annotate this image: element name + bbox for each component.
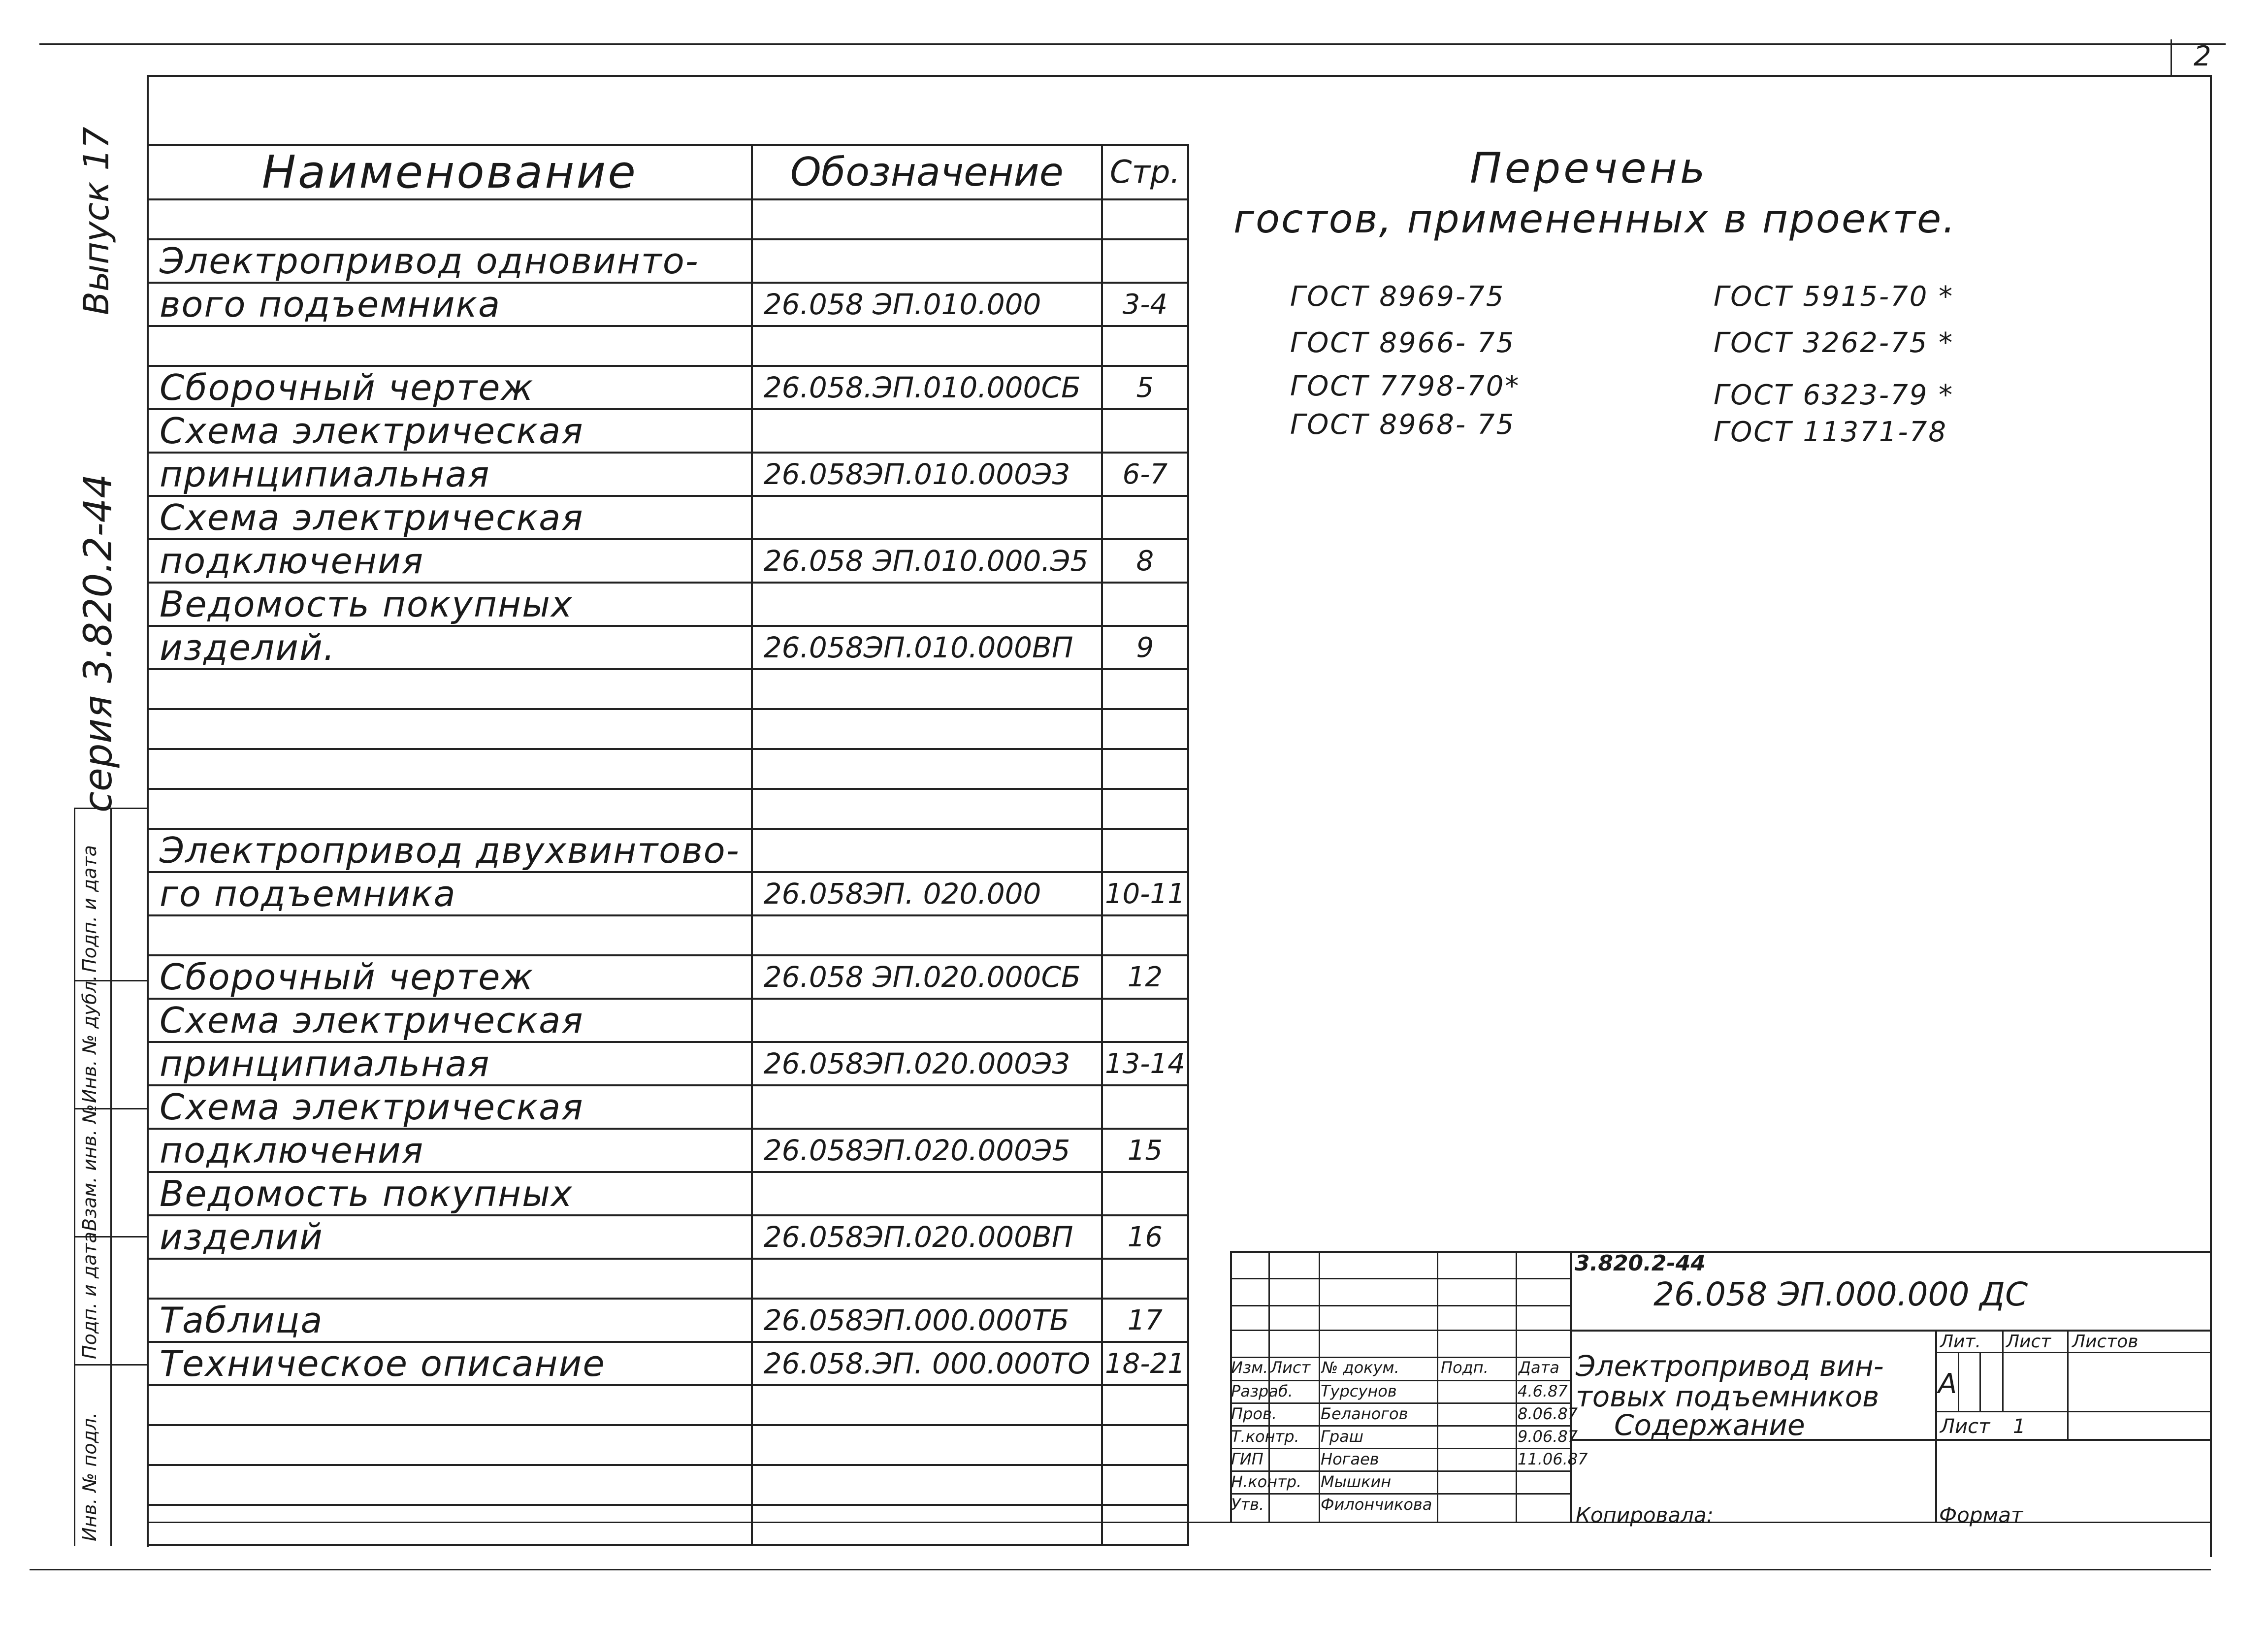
- contents-cell-name: [148, 326, 752, 366]
- contents-cell-code: 26.058ЭП.020.000Э5: [752, 1129, 1102, 1172]
- contents-cell-code: 26.058 ЭП.010.000: [752, 283, 1102, 326]
- contents-cell-name: Схема электрическая: [148, 496, 752, 539]
- tb-lit-value: А: [1938, 1368, 1957, 1400]
- tb-sheet-label: Лист: [1940, 1415, 1990, 1438]
- tb-row-2: [1230, 1305, 1570, 1306]
- frame-bottom: [30, 1569, 2211, 1570]
- tb-person-name: Беланогов: [1321, 1404, 1408, 1423]
- tb-person-name: Граш: [1321, 1427, 1364, 1446]
- strip-outer-line: [74, 808, 75, 1546]
- issue-label: Выпуск 17: [76, 127, 117, 315]
- gost-right-4: ГОСТ 11371-78: [1714, 416, 1947, 448]
- contents-cell-code: [752, 1172, 1102, 1215]
- tb-h-change: Изм.: [1231, 1358, 1268, 1377]
- tb-person-role: ГИП: [1231, 1450, 1264, 1468]
- contents-cell-code: 26.058ЭП.020.000Э3: [752, 1042, 1102, 1085]
- contents-cell-page: [1102, 1259, 1188, 1299]
- contents-row: [148, 915, 1188, 955]
- tb-row-5: [1230, 1380, 1570, 1381]
- contents-cell-page: [1102, 709, 1188, 749]
- tb-person-role: Н.контр.: [1231, 1472, 1302, 1491]
- contents-cell-name: принципиальная: [148, 453, 752, 496]
- contents-cell-name: [148, 749, 752, 789]
- contents-cell-code: 26.058 ЭП.020.000СБ: [752, 955, 1102, 999]
- tb-doc-code: 26.058 ЭП.000.000 ДС: [1653, 1275, 2028, 1313]
- contents-cell-name: Таблица: [148, 1299, 752, 1342]
- contents-cell-page: 17: [1102, 1299, 1188, 1342]
- contents-cell-name: Электропривод двухвинтово-: [148, 829, 752, 872]
- contents-cell-name: Электропривод одновинто-: [148, 239, 752, 283]
- contents-cell-name: Ведомость покупных: [148, 1172, 752, 1215]
- contents-cell-name: изделий.: [148, 626, 752, 669]
- contents-cell-page: 10-11: [1102, 872, 1188, 915]
- strip-label-dup-inv: Инв. № дубл.: [79, 975, 100, 1103]
- contents-cell-page: [1102, 409, 1188, 453]
- contents-row: [148, 789, 1188, 829]
- contents-cell-code: [752, 915, 1102, 955]
- contents-cell-page: 6-7: [1102, 453, 1188, 496]
- contents-cell-code: 26.058 ЭП.010.000.Э5: [752, 539, 1102, 583]
- contents-cell-name: [148, 1385, 752, 1425]
- tb-lit-col-3: [2002, 1330, 2004, 1411]
- contents-cell-page: [1102, 199, 1188, 239]
- contents-cell-code: [752, 1425, 1102, 1465]
- tb-lit-row-1: [1935, 1352, 2210, 1353]
- contents-cell-code: [752, 749, 1102, 789]
- contents-cell-page: [1102, 1425, 1188, 1465]
- contents-cell-name: [148, 789, 752, 829]
- contents-row: [148, 829, 1188, 872]
- contents-cell-name: [148, 199, 752, 239]
- tb-person-date: 11.06.87: [1518, 1450, 1588, 1468]
- contents-cell-page: 12: [1102, 955, 1188, 999]
- contents-cell-page: [1102, 1085, 1188, 1129]
- contents-row: [148, 199, 1188, 239]
- contents-cell-code: [752, 1465, 1102, 1505]
- contents-cell-code: 26.058ЭП.000.000ТБ: [752, 1299, 1102, 1342]
- tb-title-2: товых подъемников: [1576, 1380, 1879, 1413]
- contents-row: [148, 453, 1188, 496]
- tb-person-name: Ногаев: [1321, 1450, 1379, 1468]
- frame-right: [2210, 75, 2212, 1557]
- contents-cell-page: [1102, 999, 1188, 1042]
- tb-person-date: 9.06.87: [1518, 1427, 1578, 1446]
- contents-row: [148, 626, 1188, 669]
- tb-row-7: [1230, 1425, 1570, 1427]
- contents-row: [148, 669, 1188, 709]
- contents-cell-code: [752, 1505, 1102, 1545]
- contents-cell-code: 26.058.ЭП.010.000СБ: [752, 366, 1102, 409]
- contents-row: [148, 999, 1188, 1042]
- contents-row: [148, 1385, 1188, 1425]
- contents-cell-code: [752, 496, 1102, 539]
- contents-cell-page: 9: [1102, 626, 1188, 669]
- contents-cell-name: [148, 1505, 752, 1545]
- contents-row: [148, 1172, 1188, 1215]
- contents-row: [148, 1342, 1188, 1385]
- tb-person-role: Утв.: [1231, 1495, 1264, 1514]
- contents-cell-page: [1102, 829, 1188, 872]
- contents-row: [148, 583, 1188, 626]
- contents-cell-code: [752, 789, 1102, 829]
- tb-lit-col-4: [2067, 1330, 2069, 1439]
- strip-cut-1: [74, 808, 147, 809]
- contents-cell-code: [752, 1385, 1102, 1425]
- tb-copied-label: Копировала:: [1576, 1503, 1714, 1527]
- contents-cell-code: [752, 583, 1102, 626]
- tb-person-role: Т.контр.: [1231, 1427, 1299, 1446]
- contents-cell-code: [752, 409, 1102, 453]
- tb-person-name: Турсунов: [1321, 1382, 1397, 1400]
- tb-main-divider: [1570, 1251, 1572, 1522]
- tb-sheets-label-top: Листов: [2072, 1332, 2138, 1352]
- contents-cell-name: Сборочный чертеж: [148, 366, 752, 409]
- contents-row: [148, 539, 1188, 583]
- tb-sheet-label-top: Лист: [2006, 1332, 2051, 1352]
- strip-inner-line: [110, 808, 112, 1546]
- contents-cell-code: [752, 199, 1102, 239]
- contents-cell-page: [1102, 1172, 1188, 1215]
- contents-row: [148, 749, 1188, 789]
- contents-row: [148, 872, 1188, 915]
- tb-row-10: [1230, 1493, 1570, 1495]
- contents-cell-name: [148, 1465, 752, 1505]
- tb-person-date: 4.6.87: [1518, 1382, 1568, 1400]
- tb-lit-col-1: [1958, 1352, 1959, 1411]
- contents-cell-page: 8: [1102, 539, 1188, 583]
- sheet-number: 2: [2194, 40, 2211, 72]
- contents-cell-page: 18-21: [1102, 1342, 1188, 1385]
- tb-row-8: [1230, 1448, 1570, 1449]
- contents-cell-page: [1102, 1385, 1188, 1425]
- strip-label-sign-date: Подп. и дата: [79, 845, 100, 973]
- frame-top: [147, 75, 2210, 77]
- tb-series-code: 3.820.2-44: [1575, 1251, 1706, 1276]
- contents-cell-page: 5: [1102, 366, 1188, 409]
- contents-cell-page: [1102, 496, 1188, 539]
- contents-cell-page: 13-14: [1102, 1042, 1188, 1085]
- contents-row: [148, 326, 1188, 366]
- strip-cut-5: [74, 1364, 147, 1366]
- contents-table: [147, 144, 1189, 1546]
- contents-cell-code: 26.058ЭП. 020.000: [752, 872, 1102, 915]
- tb-person-date: 8.06.87: [1518, 1404, 1578, 1423]
- contents-row: [148, 366, 1188, 409]
- contents-cell-name: изделий: [148, 1215, 752, 1259]
- contents-row: [148, 496, 1188, 539]
- title-block: [1230, 1251, 2210, 1527]
- tb-sheet-value: 1: [2013, 1415, 2026, 1438]
- tb-title-3: Содержание: [1614, 1408, 1805, 1442]
- contents-cell-name: принципиальная: [148, 1042, 752, 1085]
- contents-cell-name: подключения: [148, 1129, 752, 1172]
- contents-cell-code: [752, 1085, 1102, 1129]
- gost-left-2: ГОСТ 8966- 75: [1290, 327, 1516, 359]
- contents-cell-name: подключения: [148, 539, 752, 583]
- contents-cell-name: Схема электрическая: [148, 1085, 752, 1129]
- contents-cell-name: вого подъемника: [148, 283, 752, 326]
- contents-cell-code: [752, 326, 1102, 366]
- tb-person-role: Разраб.: [1231, 1382, 1293, 1400]
- contents-cell-code: [752, 829, 1102, 872]
- gost-left-4: ГОСТ 8968- 75: [1290, 409, 1516, 441]
- gost-right-3: ГОСТ 6323-79 *: [1714, 379, 1954, 411]
- contents-cell-page: [1102, 789, 1188, 829]
- contents-cell-page: 15: [1102, 1129, 1188, 1172]
- tb-top: [1230, 1251, 2210, 1253]
- tb-person-name: Филончикова: [1321, 1495, 1432, 1514]
- contents-cell-code: 26.058ЭП.010.000ВП: [752, 626, 1102, 669]
- tb-h-docno: № докум.: [1322, 1358, 1399, 1377]
- series-label: серия 3.820.2-44: [76, 474, 121, 813]
- tb-col-3: [1437, 1251, 1438, 1522]
- tb-h-date: Дата: [1519, 1358, 1559, 1377]
- contents-row: [148, 1505, 1188, 1545]
- contents-cell-name: го подъемника: [148, 872, 752, 915]
- contents-row: [148, 1215, 1188, 1259]
- contents-cell-name: Ведомость покупных: [148, 583, 752, 626]
- tb-col-4: [1516, 1251, 1517, 1522]
- contents-row: [148, 1465, 1188, 1505]
- contents-cell-name: [148, 1425, 752, 1465]
- contents-cell-page: [1102, 1505, 1188, 1545]
- tb-col-2: [1319, 1251, 1320, 1522]
- contents-row: [148, 239, 1188, 283]
- tb-row-9: [1230, 1470, 1570, 1472]
- contents-cell-page: [1102, 669, 1188, 709]
- contents-row: [148, 1042, 1188, 1085]
- contents-cell-page: [1102, 915, 1188, 955]
- contents-cell-code: [752, 669, 1102, 709]
- contents-cell-name: Схема электрическая: [148, 409, 752, 453]
- strip-label-replaced-inv: Взам. инв. №: [79, 1104, 100, 1231]
- contents-row: [148, 1129, 1188, 1172]
- contents-row: [148, 1259, 1188, 1299]
- tb-row-6: [1230, 1402, 1570, 1404]
- contents-row: [148, 1299, 1188, 1342]
- tb-lit-divider: [1935, 1330, 1937, 1522]
- contents-row: [148, 1425, 1188, 1465]
- tb-lit-label: Лит.: [1940, 1332, 1981, 1352]
- tb-row-1: [1230, 1278, 1570, 1279]
- contents-cell-code: [752, 1259, 1102, 1299]
- contents-cell-name: Сборочный чертеж: [148, 955, 752, 999]
- contents-row: [148, 409, 1188, 453]
- contents-cell-name: [148, 1259, 752, 1299]
- contents-cell-page: [1102, 583, 1188, 626]
- gost-title-line2: гостов, примененных в проекте.: [1233, 196, 1957, 242]
- tb-h-sign: Подп.: [1441, 1358, 1489, 1377]
- contents-cell-name: [148, 669, 752, 709]
- tb-format-label: Формат: [1939, 1503, 2023, 1527]
- contents-header-row: [148, 145, 1188, 199]
- tb-lit-col-2: [1979, 1352, 1981, 1411]
- contents-row: [148, 955, 1188, 999]
- sheet-number-box-left: [2171, 39, 2172, 75]
- contents-cell-code: 26.058ЭП.020.000ВП: [752, 1215, 1102, 1259]
- contents-cell-name: [148, 915, 752, 955]
- header-page: Стр.: [1102, 145, 1188, 199]
- contents-cell-code: [752, 709, 1102, 749]
- strip-label-orig-inv: Инв. № подл.: [79, 1412, 100, 1541]
- contents-cell-page: [1102, 239, 1188, 283]
- contents-cell-page: [1102, 326, 1188, 366]
- header-code: Обозначение: [752, 145, 1102, 199]
- gost-left-1: ГОСТ 8969-75: [1290, 281, 1505, 313]
- gost-right-2: ГОСТ 3262-75 *: [1714, 327, 1954, 359]
- strip-label-sign-date-2: Подп. и дата: [79, 1232, 100, 1359]
- tb-title-1: Электропривод вин-: [1576, 1349, 1884, 1383]
- contents-cell-code: [752, 999, 1102, 1042]
- contents-row: [148, 709, 1188, 749]
- tb-h-sheet: Лист: [1270, 1358, 1311, 1377]
- gost-left-3: ГОСТ 7798-70*: [1290, 370, 1521, 402]
- contents-row: [148, 283, 1188, 326]
- contents-cell-page: 3-4: [1102, 283, 1188, 326]
- contents-cell-page: [1102, 1465, 1188, 1505]
- tb-row-3: [1230, 1330, 1570, 1331]
- contents-cell-code: 26.058.ЭП. 000.000ТО: [752, 1342, 1102, 1385]
- tb-person-name: Мышкин: [1321, 1472, 1392, 1491]
- contents-cell-name: Схема электрическая: [148, 999, 752, 1042]
- gost-title-line1: Перечень: [1470, 144, 1708, 193]
- contents-cell-page: [1102, 749, 1188, 789]
- contents-row: [148, 1085, 1188, 1129]
- tb-person-role: Пров.: [1231, 1404, 1277, 1423]
- tb-lit-row-2: [1935, 1411, 2210, 1412]
- contents-cell-name: [148, 709, 752, 749]
- contents-cell-name: Техническое описание: [148, 1342, 752, 1385]
- frame-top-outer: [39, 43, 2226, 45]
- contents-cell-code: 26.058ЭП.010.000Э3: [752, 453, 1102, 496]
- header-name: Наименование: [148, 145, 752, 199]
- contents-cell-page: 16: [1102, 1215, 1188, 1259]
- contents-cell-code: [752, 239, 1102, 283]
- gost-right-1: ГОСТ 5915-70 *: [1714, 281, 1954, 313]
